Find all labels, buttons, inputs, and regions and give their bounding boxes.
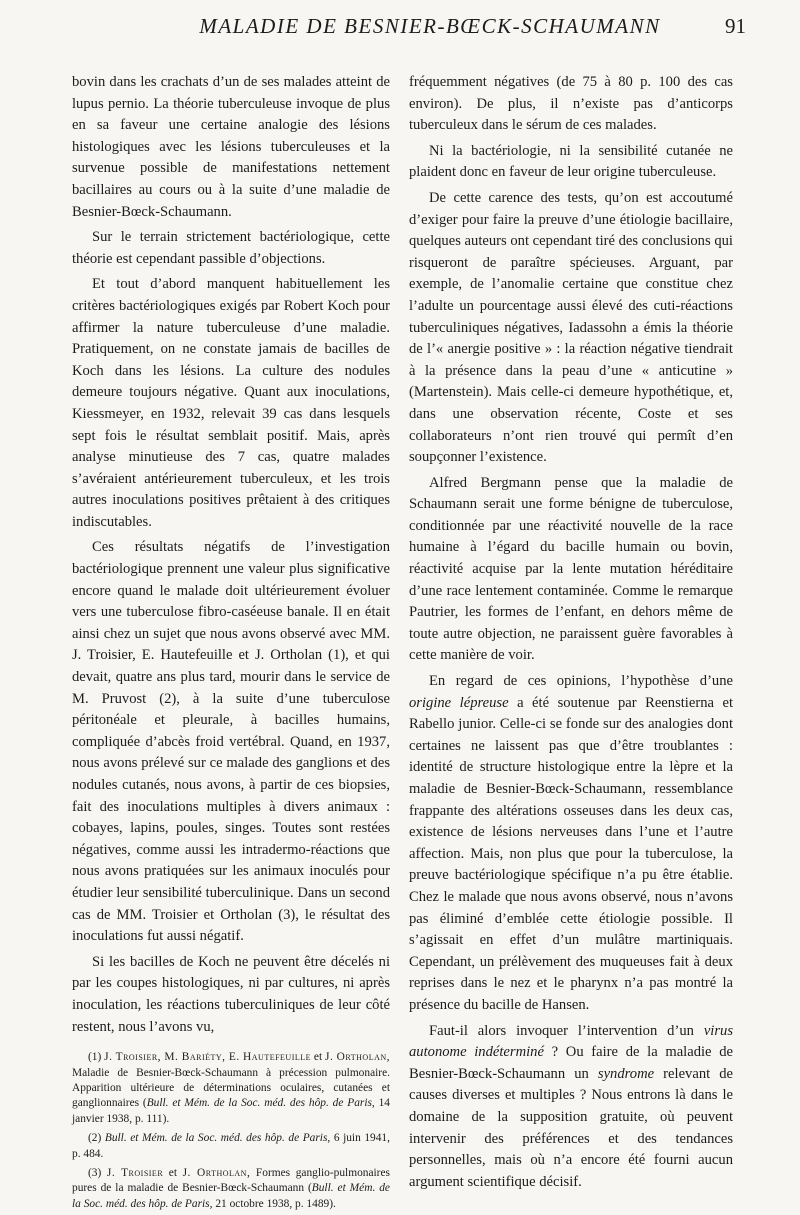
paragraph: [409, 671, 733, 1017]
footnote-citation: 21 octobre 1938, p. 1489).: [215, 1197, 336, 1210]
footnote-conjunction: et: [168, 1166, 177, 1179]
paragraph: Ni la bactériologie, ni la sensibilité cutanée ne plaident donc en faveur de leur origine tuberculeuse.: [409, 142, 733, 181]
footnote-text: Maladie de Besnier-Bœck-Schaumann à précession pulmonaire. Apparition ultérieure de déterminations oculaires, cutanées et ganglionnaires (: [72, 1066, 390, 1110]
emphasis: syndrome: [597, 1065, 655, 1082]
paragraph: Alfred Bergmann pense que la maladie de Schaumann serait une forme bénigne de tuberculose, conditionnée par une réactivité nouvelle de la race humaine à l’égard du bacille humain ou bovin, réactivité acquise par la lente mutation héréditaire d’une race lentement contaminée. Comme le remarque Pautrier, les formes de l’enfant, en dehors même de toute autre objection, ne paraissent guère favorables à cette manière de voir.: [409, 474, 733, 664]
footnote-authors: J. Troisier: [106, 1166, 164, 1179]
footnote-marker: (1): [88, 1051, 102, 1064]
footnote-marker: (2): [88, 1132, 102, 1145]
page-number: 91: [725, 14, 746, 38]
paragraph: Si les bacilles de Koch ne peuvent être décelés ni par les coupes histologiques, ni par cultures, ni après inoculation, les réactions tuberculiniques de leur côté restent, nous l’avons vu,: [72, 953, 390, 1035]
footnote-text: Formes ganglio-pulmonaires pures de la maladie de Besnier-Bœck-Schaumann (: [72, 1166, 390, 1195]
footnote-authors: J. Ortholan,: [182, 1166, 251, 1179]
paragraph-text: En regard de ces opinions, l’hypothèse d’une: [429, 673, 733, 690]
paragraph: De cette carence des tests, qu’on est accoutumé d’exiger pour faire la preuve d’une étiologie bacillaire, quelques auteurs ont cependant tiré des conclusions qui risqueront de paraître spécieuses. Arguant, par exemple, de l’anomalie certaine que constitue chez l’adulte un pourcentage aussi élevé des cuti-réactions tuberculiniques négatives, Iadassohn a émis la théorie de l’« anergie positive » : la réaction négative tiendrait à la présence dans la peau d’une « anticutine » (Martenstein). Mais celle-ci demeure hypothétique, et, dans une observation récente, Coste et ses collaborateurs n’ont rien trouvé qui permît d’en soupçonner l’existence.: [409, 189, 733, 466]
paragraph-text: relevant de causes diverses et multiples ? Nous entrons là dans le domaine de la supposition gratuite, où peuvent intervenir des préférences et des tendances personnelles, mais où n’a encore été fourni aucun argument scientifique décisif.: [409, 1065, 734, 1190]
left-column: [72, 72, 390, 1215]
paragraph: bovin dans les crachats d’un de ses malades atteint de lupus pernio. La théorie tuberculeuse invoque de plus en sa faveur une certaine analogie des lésions histologiques avec les lésions tuberculeuses et la survenue possible de manifestations nettement bacillaires au cours ou à la suite d’une maladie de Besnier-Bœck-Schaumann.: [72, 74, 390, 220]
footnote-marker: (3): [88, 1166, 102, 1179]
paragraph-text: a été soutenue par Reenstierna et Rabello junior. Celle-ci se fonde sur des analogies dont certaines ne laissent pas que d’être troublantes : identité de structure histologique entre la lèpre et la maladie de Besnier-Bœck-Schaumann, ressemblance frappante des altérations osseuses dans les deux cas, existence de lésions nerveuses dans l’une et l’autre affection. Mais, non plus que pour la tuberculose, la preuve bactériologique spécifique n’a pu être établie. Chez le malade que nous avons observé, nous n’avons pas éliminé d’emblée cette étiologie possible. Il s’agissait en effet d’un mulâtre martiniquais. Cependant, un prélèvement des muqueuses fait à deux reprises dans le nez et le pharynx n’a pas montré la présence du bacille de Hansen.: [409, 694, 733, 1013]
right-column: [409, 72, 733, 1193]
footnote-conjunction: et: [313, 1051, 323, 1064]
paragraph: Sur le terrain strictement bactériologique, cette théorie est cependant passible d’objections.: [72, 229, 390, 267]
footnote-authors: J. Troisier, M. Bariéty, E. Hautefeuille: [104, 1051, 312, 1064]
paragraph: Ces résultats négatifs de l’investigation bactériologique prennent une valeur plus significative encore quand le malade doit ultérieurement évoluer vers une tuberculose fibro-caséeuse banale. Il en était ainsi chez un sujet que nous avons observé avec MM. J. Troisier, E. Hautefeuille et J. Ortholan (1), et qui devait, quatre ans plus tard, mourir dans le service de M. Pruvost (2), à la suite d’une tuberculose péritonéale et pleurale, à bacilles humains, compliquée d’abcès froid vertébral. Quand, en 1937, nous avons prélevé sur ce malade des ganglions et des nodules cutanés, nous avons, à partir de ces biopsies, fait des inoculations multiples à divers animaux : cobayes, lapins, poules, singes. Toutes sont restées négatives, comme aussi les intradermo-réactions que nous avons pratiquées sur les animaux inoculés pour étudier leur sensibilité tuberculinique. Dans un second cas de MM. Troisier et Ortholan (3), le résultat des inoculations fut aussi négatif.: [72, 539, 390, 945]
emphasis: origine lépreuse: [409, 694, 509, 711]
paragraph: Et tout d’abord manquent habituellement les critères bactériologiques exigés par Robert Koch pour affirmer la nature tuberculeuse d’une maladie. Pratiquement, on ne constate jamais de bacilles de Koch dans les lésions. La culture des nodules demeure toujours négative. Quant aux inoculations, Kiessmeyer, en 1932, relevait 39 cas dans lesquels sept fois le résultat semblait positif. Mais, après analyse minutieuse des 7 cas, quatre malades s’avéraient antérieurement tuberculeux, et les trois autres inoculations positives prêtaient à des critiques indiscutables.: [72, 276, 390, 530]
paragraph-text: Faut-il alors invoquer l’intervention d’un: [429, 1022, 694, 1039]
running-head-title: MALADIE DE BESNIER-BŒCK-SCHAUMANN: [199, 14, 661, 38]
footnote-journal: Bull. et Mém. de la Soc. méd. des hôp. de Paris,: [104, 1132, 331, 1145]
emphasis: virus autonome indéterminé: [409, 1022, 734, 1061]
paragraph-text: ? Ou faire de la maladie de Besnier-Bœck-Schaumann un: [409, 1044, 733, 1082]
footnote-journal: Bull. et Mém. de la Soc. méd. des hôp. de Paris,: [72, 1182, 390, 1210]
footnotes: [72, 1050, 390, 1212]
footnote-1: [72, 1050, 390, 1127]
paragraph: [409, 1021, 733, 1194]
footnote-3: [72, 1166, 390, 1212]
footnote-authors: J. Ortholan,: [325, 1051, 390, 1064]
footnote-citation: 14 janvier 1938, p. 111).: [72, 1097, 390, 1125]
footnote-journal: Bull. et Mém. de la Soc. méd. des hôp. de Paris,: [146, 1097, 375, 1110]
footnote-2: [72, 1131, 390, 1162]
paragraph: fréquemment négatives (de 75 à 80 p. 100 des cas environ). De plus, il n’existe pas d’anticorps tuberculeux dans le sérum de ces malades.: [409, 74, 733, 134]
footnote-citation: 6 juin 1941, p. 484.: [72, 1132, 390, 1160]
